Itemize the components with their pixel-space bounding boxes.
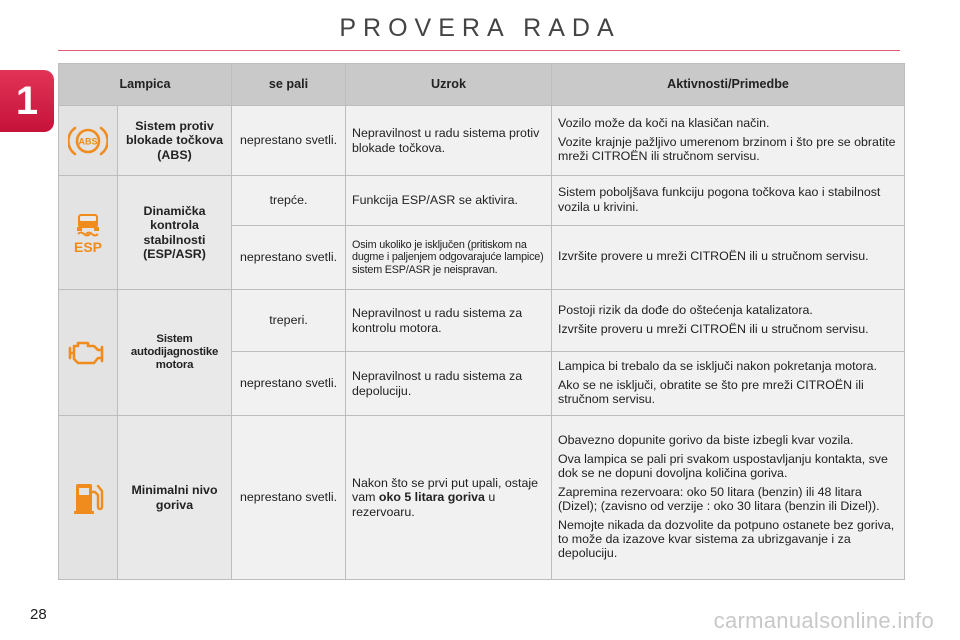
- abs-actions: [552, 106, 905, 176]
- fuel-action-1: Obavezno dopunite gorivo da biste izbegli kvar vozila.: [558, 432, 854, 447]
- fuel-lamp-name: Minimalni nivo goriva: [118, 416, 232, 580]
- title-divider: [58, 50, 900, 51]
- chapter-number: 1: [15, 78, 39, 123]
- esp-lit-2: neprestano svetli.: [232, 226, 346, 290]
- abs-cause: Nepravilnost u radu sistema protiv blokade točkova.: [346, 106, 552, 176]
- engine-lamp-name: Sistem autodijagnostike motora: [118, 290, 232, 416]
- esp-skid-icon: [68, 210, 108, 256]
- engine-action-2b: Ako se ne isključi, obratite se što pre mreži CITROËN ili stručnom servisu.: [558, 377, 864, 406]
- abs-lit: neprestano svetli.: [232, 106, 346, 176]
- svg-text:ESP: ESP: [73, 238, 103, 255]
- svg-text:ABS: ABS: [78, 136, 98, 146]
- table-row-abs: [59, 106, 905, 176]
- engine-action-1b: Izvršite proveru u mreži CITROËN ili u stručnom servisu.: [558, 322, 869, 336]
- esp-lamp-name: Dinamička kontrola stabilnosti (ESP/ASR): [118, 176, 232, 290]
- warning-lamps-table: [58, 63, 905, 580]
- engine-action-1a: Postoji rizik da dođe do oštećenja katalizatora.: [558, 302, 813, 317]
- header-lit: se pali: [232, 64, 346, 106]
- fuel-icon-cell: [59, 416, 118, 580]
- fuel-pump-icon: [71, 480, 105, 516]
- fuel-cause: [346, 416, 552, 580]
- fuel-action-4: Nemojte nikada da dozvolite da potpuno ostanete bez goriva, to može da izazove kvar sistema za ubrizgavanje i za depoluciju.: [558, 518, 895, 561]
- esp-action-2: Izvršite provere u mreži CITROËN ili u stručnom servisu.: [552, 226, 905, 290]
- abs-action-2: Vozite krajnje pažljivo umerenom brzinom i što pre se obratite mreži CITROËN ili stručnom servisu.: [558, 134, 896, 163]
- watermark: carmanualsonline.info: [713, 608, 934, 633]
- fuel-cause-bold: oko 5 litara goriva: [378, 490, 485, 505]
- header-cause: Uzrok: [346, 64, 552, 106]
- header-actions: Aktivnosti/Primedbe: [552, 64, 905, 106]
- abs-lamp-name: Sistem protiv blokade točkova (ABS): [118, 106, 232, 176]
- abs-icon-cell: [59, 106, 118, 176]
- fuel-cause-before: Nakon što se prvi put upali, ostaje vam: [352, 476, 538, 505]
- engine-actions-1: [552, 290, 905, 352]
- table-header-row: [59, 64, 905, 106]
- esp-cause-2: Osim ukoliko je isključen (pritiskom na dugme i paljenjem odgovarajuće lampice) sistem ESP/ASR je neispravan.: [346, 226, 552, 290]
- abs-action-1: Vozilo može da koči na klasičan način.: [558, 115, 770, 130]
- fuel-action-2: Ova lampica se pali pri svakom uspostavljanju kontakta, sve dok se ne dopuni dovoljna količina goriva.: [558, 451, 888, 480]
- engine-actions-2: [552, 352, 905, 416]
- engine-cause-2: Nepravilnost u radu sistema za depoluciju.: [346, 352, 552, 416]
- engine-lit-2: neprestano svetli.: [232, 352, 346, 416]
- table-row-engine-flashing: [59, 290, 905, 352]
- fuel-actions: [552, 416, 905, 580]
- esp-action-1: Sistem poboljšava funkciju pogona točkova kao i stabilnost vozila u krivini.: [552, 176, 905, 226]
- esp-lit-1: trepće.: [232, 176, 346, 226]
- abs-warning-icon: [68, 124, 108, 158]
- table-row-fuel: [59, 416, 905, 580]
- fuel-action-3: Zapremina rezervoara: oko 50 litara (benzin) ili 48 litara (Dizel); (zavisno od verzije : oko 30 litara (benzin ili Dizel)).: [558, 484, 880, 513]
- esp-icon-cell: [59, 176, 118, 290]
- fuel-cause-after: u rezervoaru.: [352, 490, 496, 519]
- engine-lit-1: treperi.: [232, 290, 346, 352]
- esp-cause-1: Funkcija ESP/ASR se aktivira.: [346, 176, 552, 226]
- chapter-tab: [0, 70, 54, 132]
- engine-cause-1: Nepravilnost u radu sistema za kontrolu motora.: [346, 290, 552, 352]
- engine-check-icon: [67, 338, 109, 368]
- page-number: 28: [30, 606, 47, 623]
- fuel-lit: neprestano svetli.: [232, 416, 346, 580]
- table-row-esp-blinking: [59, 176, 905, 226]
- engine-action-2a: Lampica bi trebalo da se isključi nakon pokretanja motora.: [558, 358, 877, 373]
- page-title: PROVERA RADA: [339, 14, 621, 42]
- engine-icon-cell: [59, 290, 118, 416]
- header-lamp: Lampica: [59, 64, 232, 106]
